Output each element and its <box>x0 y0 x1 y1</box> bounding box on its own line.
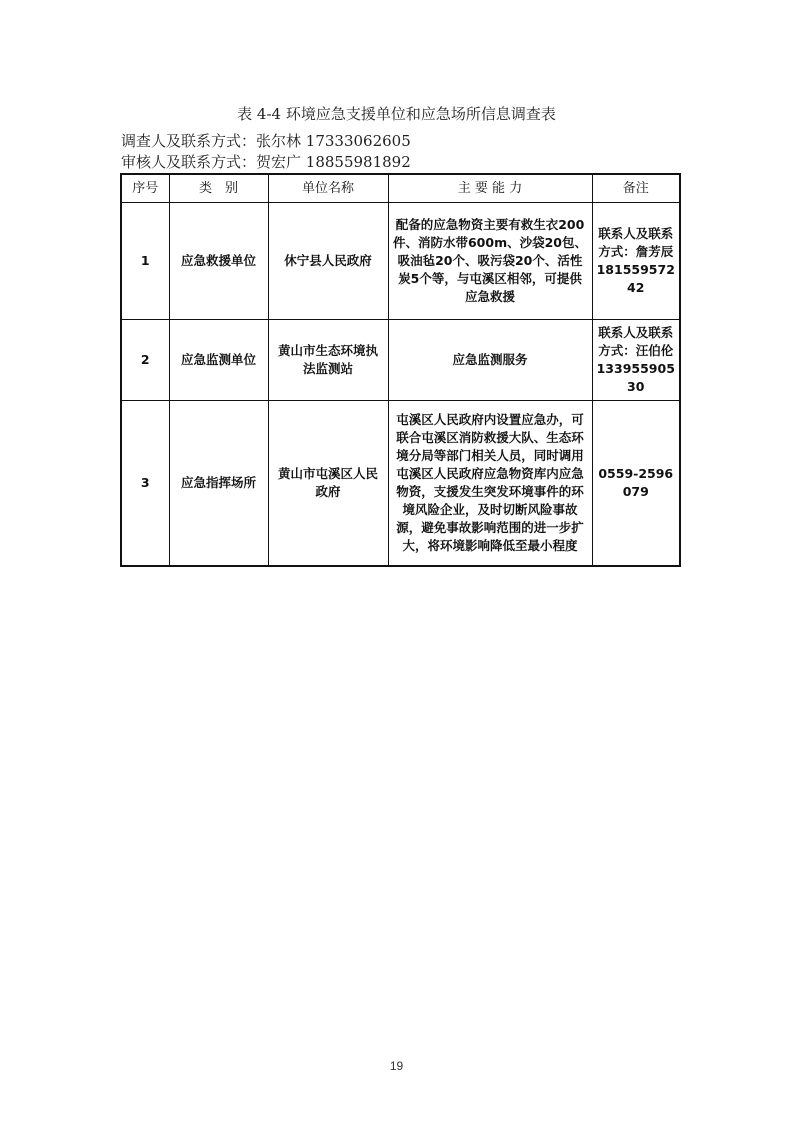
header-category: 类 别 <box>169 174 268 203</box>
header-capability: 主 要 能 力 <box>388 174 592 203</box>
investigator-line: 调查人及联系方式：张尔林 17333062605 <box>121 132 411 150</box>
header-unit-name: 单位名称 <box>268 174 388 203</box>
row-category: 应急救援单位 <box>169 203 268 320</box>
header-remark: 备注 <box>592 174 680 203</box>
row-remark: 联系人及联系方式：詹芳辰18155957242 <box>592 203 680 320</box>
row-unit-name: 黄山市生态环境执法监测站 <box>268 320 388 401</box>
row-remark: 联系人及联系方式：汪伯伦13395590530 <box>592 320 680 401</box>
info-table <box>120 173 681 567</box>
page-number: 19 <box>389 1059 404 1073</box>
reviewer-line: 审核人及联系方式：贺宏广 18855981892 <box>121 153 411 171</box>
table-caption: 表 4-4 环境应急支援单位和应急场所信息调查表 <box>237 105 556 123</box>
row-index: 1 <box>121 203 169 320</box>
table-row <box>121 320 680 401</box>
row-unit-name: 黄山市屯溪区人民政府 <box>268 401 388 567</box>
row-remark: 0559-2596079 <box>592 401 680 567</box>
row-index: 3 <box>121 401 169 567</box>
row-unit-name: 休宁县人民政府 <box>268 203 388 320</box>
table-row <box>121 203 680 320</box>
header-index: 序号 <box>121 174 169 203</box>
row-capability: 配备的应急物资主要有救生衣200件、消防水带600m、沙袋20包、吸油毡20个、吸污袋20个、活性炭5个等，与屯溪区相邻，可提供应急救援 <box>388 203 592 320</box>
row-capability: 屯溪区人民政府内设置应急办，可联合屯溪区消防救援大队、生态环境分局等部门相关人员，同时调用屯溪区人民政府应急物资库内应急物资，支援发生突发环境事件的环境风险企业，及时切断风险事故源，避免事故影响范围的进一步扩大，将环境影响降低至最小程度 <box>388 401 592 567</box>
table-row <box>121 401 680 567</box>
row-category: 应急监测单位 <box>169 320 268 401</box>
row-index: 2 <box>121 320 169 401</box>
row-category: 应急指挥场所 <box>169 401 268 567</box>
table-header-row <box>121 174 680 203</box>
row-capability: 应急监测服务 <box>388 320 592 401</box>
